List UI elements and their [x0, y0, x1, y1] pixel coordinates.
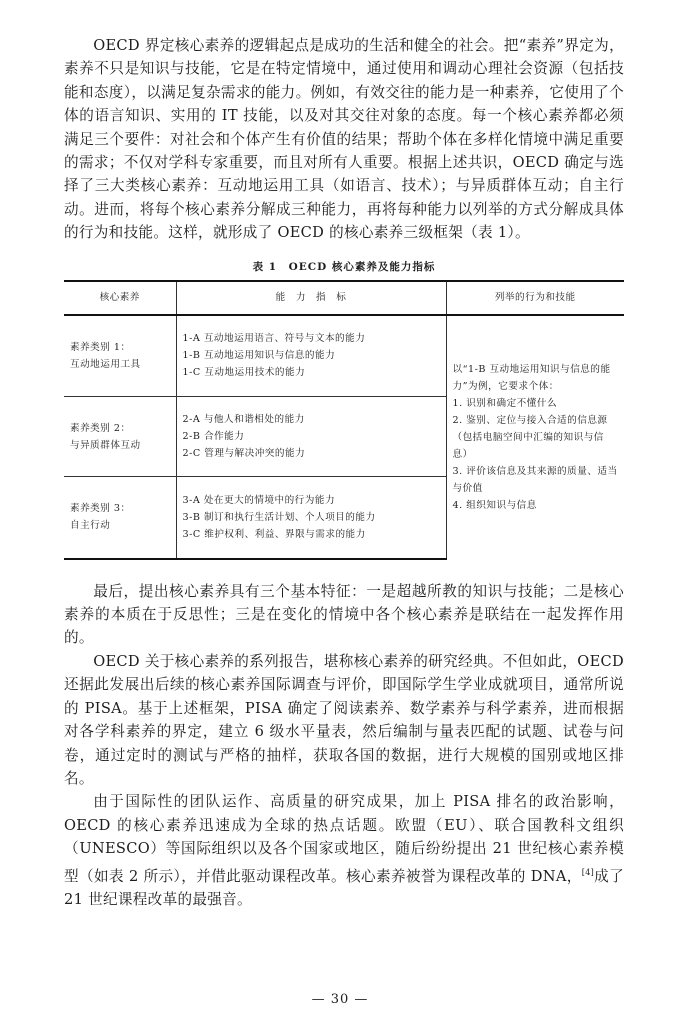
list-item: 4. 组织知识与信息 — [452, 499, 537, 511]
ability-item: 3-B 制订和执行生活计划、个人项目的能力 — [182, 511, 376, 523]
pisa-paragraph: OECD 关于核心素养的系列报告，堪称核心素养的研究经典。不但如此，OECD 还据此发展出后续的核心素养国际调查与评价，即国际学生学业成就项目，通常所说的 PISA。基于上述框架，PISA 确定了阅读素养、数学素养与科学素养，进而根据对各学科素养的界定，建立 6 级水平量表，然后编制与量表匹配的试题、试卷与问卷，通过定时的测试与严格的抽样，获取各国的数据，进行大规模的国别或地区排名。 — [64, 652, 624, 787]
ability-cell — [176, 477, 446, 559]
category-name: 与异质群体互动 — [70, 439, 141, 451]
ability-item: 3-C 维护权利、利益、界限与需求的能力 — [182, 528, 366, 540]
ability-item: 3-A 处在更大的情境中的行为能力 — [182, 494, 336, 506]
actions-intro: 以“1-B 互动地运用知识与信息的能力”为例，它要求个体： — [452, 363, 611, 392]
intro-paragraph: OECD 界定核心素养的逻辑起点是成功的生活和健全的社会。把“素养”界定为，素养不只是知识与技能，它是在特定情境中，通过使用和调动心理社会资源（包括技能和态度），以满足复杂需求的能力。例如，有效交往的能力是一种素养，它使用了个体的语言知识、实用的 IT 技能，以及对其交往对象的态度。每一个核心素养都必须满足三个要件：对社会和个体产生有价值的结果；帮助个体在多样化情境中满足重要的需求；不仅对学科专家重要，而且对所有人重要。根据上述共识，OECD 确定与选择了三大类核心素养：互动地运用工具（如语言、技术）；与异质群体互动；自主行动。进而，将每个核心素养分解成三种能力，再将每种能力以列举的方式分解成具体的行为和技能。这样，就形成了 OECD 的核心素养三级框架（表 1）。 — [64, 37, 624, 242]
category-name: 自主行动 — [70, 520, 111, 532]
global-influence-paragraph — [64, 790, 624, 911]
page-number: — 30 — — [311, 992, 369, 1007]
category-name: 互动地运用工具 — [70, 358, 141, 370]
ability-item: 2-A 与他人和谐相处的能力 — [182, 414, 305, 426]
table-caption: 表 1 OECD 核心素养及能力指标 — [252, 260, 436, 273]
paragraph-text: 由于国际性的团队运作、高质量的研究成果，加上 PISA 排名的政治影响，OECD 的核心素养迅速成为全球的热点话题。欧盟（EU）、联合国教科文组织（UNESCO）等国际组织以及各个国家或地区，随后纷纷提出 21 世纪核心素养模型（如表 2 所示），并借此驱动课程改革。核心素养被誉为课程改革的 DNA， — [64, 793, 624, 885]
header-core-competency: 核心素养 — [64, 281, 176, 315]
actions-list — [453, 395, 619, 514]
header-ability-indicators: 能 力 指 标 — [176, 281, 446, 315]
table-row — [64, 315, 624, 397]
ability-item: 2-B 合作能力 — [182, 431, 245, 443]
ability-item: 1-C 互动地运用技术的能力 — [182, 367, 306, 379]
category-label: 素养类别 1： — [70, 341, 131, 353]
ability-item: 1-B 互动地运用知识与信息的能力 — [182, 350, 336, 362]
category-cell — [64, 315, 176, 397]
ability-cell — [176, 315, 446, 397]
list-item: 3. 评价该信息及其来源的质量、适当与价值 — [452, 465, 618, 494]
actions-cell — [446, 315, 624, 559]
features-paragraph: 最后，提出核心素养具有三个基本特征：一是超越所教的知识与技能；二是核心素养的本质在于反思性；三是在变化的情境中各个核心素养是联结在一起发挥作用的。 — [64, 582, 624, 647]
category-cell — [64, 477, 176, 559]
category-label: 素养类别 2： — [70, 422, 131, 434]
table-header-row — [64, 281, 624, 315]
ability-item: 1-A 互动地运用语言、符号与文本的能力 — [182, 333, 366, 345]
category-cell — [64, 397, 176, 477]
ability-cell — [176, 397, 446, 477]
competency-table — [64, 280, 624, 560]
paragraph-text: 成了 21 世纪课程改革的最强音。 — [64, 867, 624, 908]
category-label: 素养类别 3： — [70, 503, 131, 515]
document-page — [64, 34, 624, 911]
header-listed-behaviors: 列举的行为和技能 — [446, 281, 624, 315]
ability-item: 2-C 管理与解决冲突的能力 — [182, 448, 306, 460]
list-item: 2. 鉴别、定位与接入合适的信息源（包括电脑空间中汇编的知识与信息） — [452, 414, 608, 460]
list-item: 1. 识别和确定不懂什么 — [452, 397, 558, 409]
reference-mark: [4] — [581, 867, 595, 877]
